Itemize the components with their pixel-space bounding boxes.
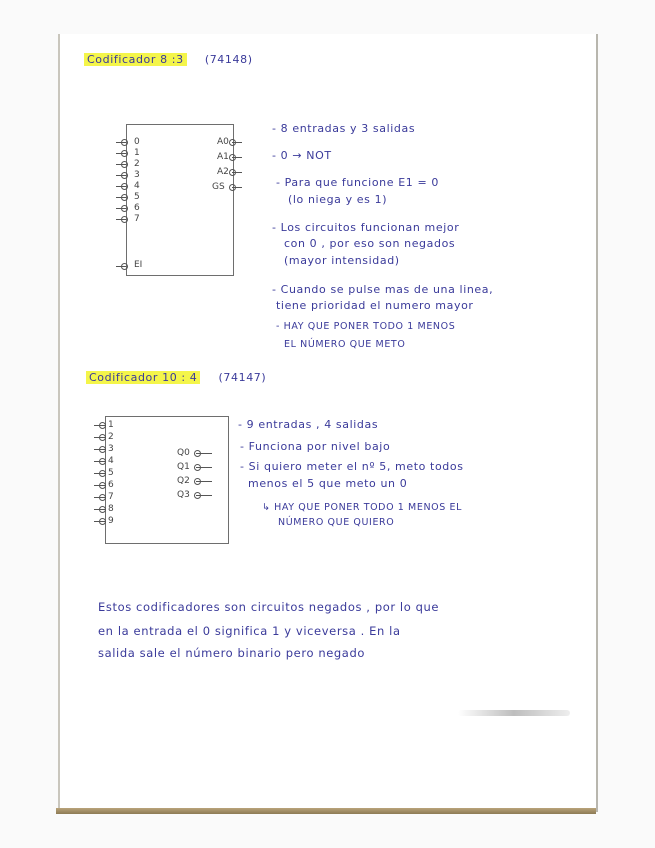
inverter-bubble	[194, 464, 201, 471]
input-pin-label: 6	[108, 480, 114, 490]
input-pin-label: 4	[134, 181, 140, 191]
section2-code: (74147)	[218, 371, 267, 384]
note-line: - 9 entradas , 4 salidas	[238, 418, 379, 431]
section1-code: (74148)	[204, 53, 253, 66]
inverter-bubble	[121, 194, 128, 201]
input-pin-label: 7	[134, 214, 140, 224]
note-line: - Los circuitos funcionan mejor	[272, 221, 460, 234]
inverter-bubble	[121, 150, 128, 157]
inverter-bubble	[194, 478, 201, 485]
inverter-bubble	[99, 494, 106, 501]
input-pin-label: 5	[108, 468, 114, 478]
inverter-bubble	[121, 139, 128, 146]
enable-pin-label: EI	[134, 260, 143, 270]
note-line: NÚMERO QUE QUIERO	[278, 517, 395, 528]
inverter-bubble	[99, 422, 106, 429]
inverter-bubble	[99, 518, 106, 525]
summary-line: salida sale el número binario pero negado	[98, 646, 365, 660]
note-line: (mayor intensidad)	[284, 254, 400, 267]
output-pin-label: Q0	[177, 448, 190, 458]
inverter-bubble	[99, 470, 106, 477]
inverter-bubble	[121, 216, 128, 223]
note-line: - Cuando se pulse mas de una linea,	[272, 283, 494, 296]
note-line: - Si quiero meter el nº 5, meto todos	[240, 460, 464, 473]
inverter-bubble	[121, 161, 128, 168]
inverter-bubble	[194, 492, 201, 499]
output-pin-label: A2	[217, 167, 229, 177]
inverter-bubble	[229, 139, 236, 146]
note-line: EL NÚMERO QUE METO	[284, 339, 406, 350]
input-pin-label: 1	[134, 148, 140, 158]
output-pin-label: Q3	[177, 490, 190, 500]
note-line: - Funciona por nivel bajo	[240, 440, 391, 453]
note-line: - 8 entradas y 3 salidas	[272, 122, 416, 135]
inverter-bubble	[229, 169, 236, 176]
input-pin-label: 2	[134, 159, 140, 169]
inverter-bubble	[99, 446, 106, 453]
note-line: ↳ HAY QUE PONER TODO 1 MENOS EL	[262, 502, 462, 513]
output-pin-label: A1	[217, 152, 229, 162]
note-line: - HAY QUE PONER TODO 1 MENOS	[276, 321, 456, 332]
note-line: menos el 5 que meto un 0	[248, 477, 408, 490]
input-pin-label: 9	[108, 516, 114, 526]
input-pin-label: 7	[108, 492, 114, 502]
note-line: - Para que funcione E1 = 0	[276, 176, 439, 189]
inverter-bubble	[99, 458, 106, 465]
input-pin-label: 0	[134, 137, 140, 147]
input-pin-label: 8	[108, 504, 114, 514]
input-pin-label: 3	[108, 444, 114, 454]
output-pin-label: Q1	[177, 462, 190, 472]
inverter-bubble	[121, 183, 128, 190]
note-line: (lo niega y es 1)	[288, 193, 388, 206]
input-pin-label: 1	[108, 420, 114, 430]
section1-title-row	[84, 53, 253, 66]
inverter-bubble	[194, 450, 201, 457]
output-pin-label: Q2	[177, 476, 190, 486]
note-line: tiene prioridad el numero mayor	[276, 299, 474, 312]
input-pin-label: 4	[108, 456, 114, 466]
inverter-bubble	[99, 434, 106, 441]
section2-title: Codificador 10 : 4	[86, 371, 200, 384]
input-pin-label: 5	[134, 192, 140, 202]
note-line: - 0 → NOT	[272, 149, 332, 162]
inverter-bubble	[229, 184, 236, 191]
inverter-bubble	[99, 482, 106, 489]
inverter-bubble	[229, 154, 236, 161]
inverter-bubble	[121, 263, 128, 270]
input-pin-label: 3	[134, 170, 140, 180]
inverter-bubble	[99, 506, 106, 513]
output-pin-label: GS	[212, 182, 225, 192]
section2-title-row	[86, 371, 266, 384]
note-line: con 0 , por eso son negados	[284, 237, 456, 250]
summary-line: Estos codificadores son circuitos negados , por lo que	[98, 600, 440, 614]
inverter-bubble	[121, 205, 128, 212]
input-pin-label: 2	[108, 432, 114, 442]
summary-line: en la entrada el 0 significa 1 y viceversa . En la	[98, 624, 401, 638]
input-pin-label: 6	[134, 203, 140, 213]
output-pin-label: A0	[217, 137, 229, 147]
inverter-bubble	[121, 172, 128, 179]
pencil-smudge	[458, 710, 570, 716]
page-edge	[56, 808, 596, 814]
section1-title: Codificador 8 :3	[84, 53, 187, 66]
encoder-74147-chip	[105, 416, 229, 544]
